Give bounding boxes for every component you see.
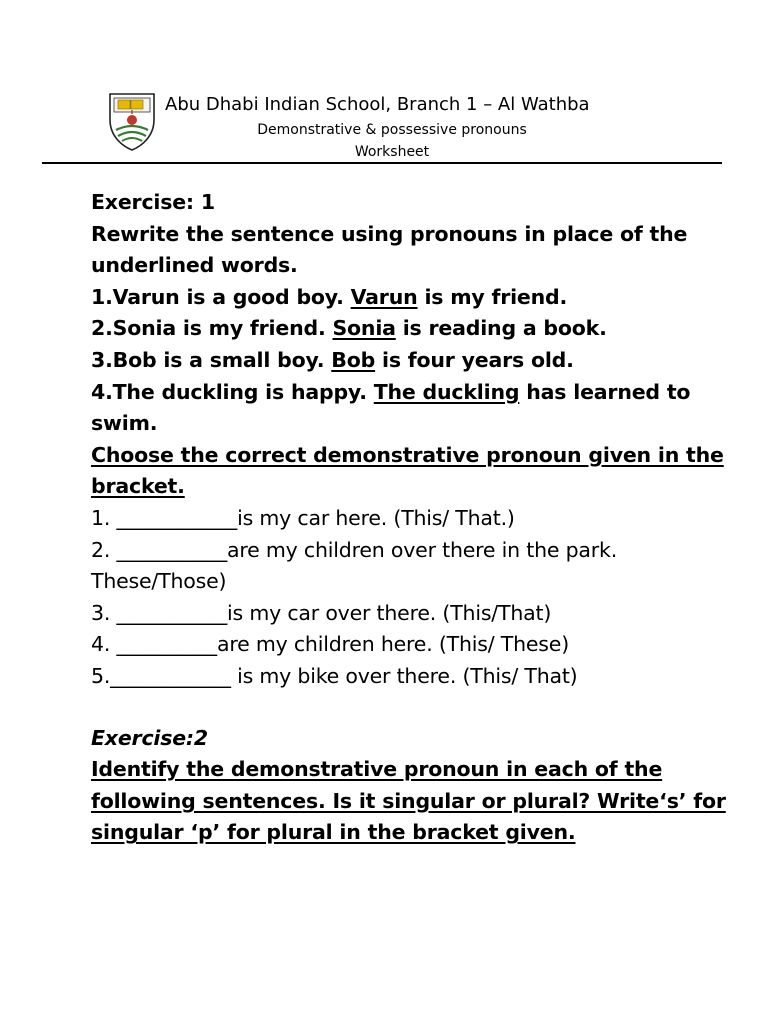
fill-blank-item-cont: These/Those) bbox=[91, 569, 227, 594]
worksheet-subtitle: Demonstrative & possessive pronouns bbox=[257, 122, 527, 138]
exercise1-item bbox=[91, 345, 721, 377]
fill-blank-item: 2. ___________are my children over there in the park. bbox=[91, 537, 618, 562]
item-text: is my friend. bbox=[417, 284, 568, 309]
exercise1-instruction: Rewrite the sentence using pronouns in place of the bbox=[91, 221, 688, 246]
fill-blank-item: 3. ___________is my car over there. (This/That) bbox=[91, 600, 552, 625]
exercise1-item bbox=[91, 313, 721, 345]
underlined-word: The duckling bbox=[373, 379, 520, 404]
item-text: 4.The duckling is happy. bbox=[91, 379, 374, 404]
fill-blank-item: 4. __________are my children here. (This/ These) bbox=[91, 632, 569, 657]
item-text: has learned to bbox=[519, 379, 691, 404]
part2-instruction-cont: bracket. bbox=[91, 474, 185, 499]
exercise1-instruction-cont: underlined words. bbox=[91, 253, 298, 278]
item-text: is four years old. bbox=[375, 347, 574, 372]
exercise2-instruction: following sentences. Is it singular or plural? Write‘s’ for bbox=[91, 788, 726, 813]
section-spacer bbox=[91, 693, 721, 723]
exercise1-item-cont: swim. bbox=[91, 411, 158, 436]
worksheet-header bbox=[0, 0, 768, 166]
item-text: 3.Bob is a small boy. bbox=[91, 347, 332, 372]
exercise1-item bbox=[91, 377, 721, 409]
fill-blank-item: 1. ____________is my car here. (This/ That.) bbox=[91, 505, 515, 530]
item-text: 1.Varun is a good boy. bbox=[91, 284, 351, 309]
fill-blank-item: 5.____________ is my bike over there. (This/ That) bbox=[91, 663, 578, 688]
worksheet-type: Worksheet bbox=[354, 144, 430, 160]
exercise2-heading: Exercise:2 bbox=[91, 725, 208, 750]
underlined-word: Varun bbox=[350, 284, 418, 309]
school-name: Abu Dhabi Indian School, Branch 1 – Al Wathba bbox=[165, 94, 590, 115]
exercise1-heading: Exercise: 1 bbox=[91, 190, 215, 214]
item-text: is reading a book. bbox=[395, 316, 607, 341]
exercise2-instruction: singular ‘p’ for plural in the bracket given. bbox=[91, 820, 576, 845]
item-text: 2.Sonia is my friend. bbox=[91, 316, 333, 341]
worksheet-body bbox=[91, 187, 726, 849]
header-divider bbox=[42, 162, 722, 164]
exercise2-instruction: Identify the demonstrative pronoun in each of the bbox=[91, 757, 663, 782]
exercise1-item bbox=[91, 282, 721, 314]
underlined-word: Sonia bbox=[332, 316, 396, 341]
underlined-word: Bob bbox=[331, 347, 376, 372]
part2-instruction: Choose the correct demonstrative pronoun given in the bbox=[91, 442, 724, 467]
school-crest-icon bbox=[106, 90, 158, 152]
